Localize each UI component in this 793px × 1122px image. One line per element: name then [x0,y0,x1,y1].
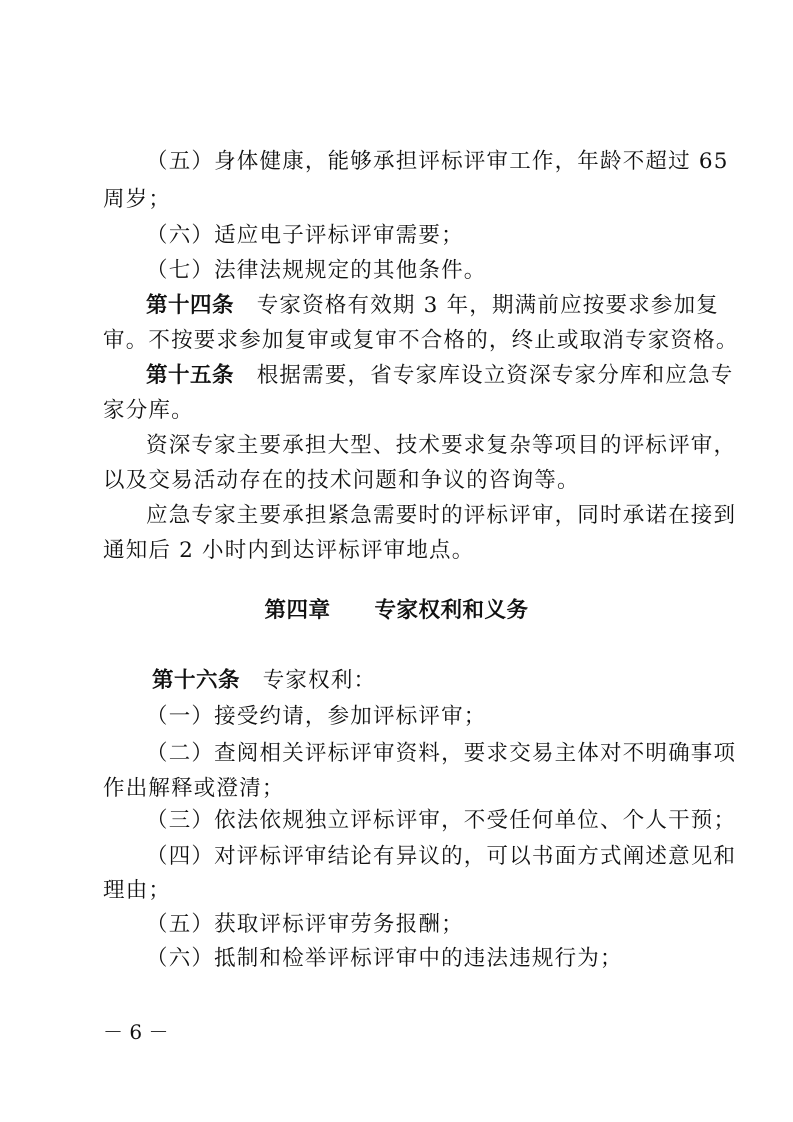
line-text: （五）获取评标评审劳务报酬； [146,912,464,937]
line-text: 理由； [103,878,172,903]
line-text: 作出解释或澄清； [103,776,285,801]
line-text: （二）查阅相关评标评审资料，要求交易主体对不明确事项 [146,741,737,766]
paragraph-line [146,806,736,836]
line-text: 专家资格有效期 3 年，期满前应按要求参加复 [234,293,719,318]
line-text: （七）法律法规规定的其他条件。 [146,258,487,283]
line-text: 资深专家主要承担大型、技术要求复杂等项目的评标评审， [146,433,737,458]
article-14-line [146,291,719,321]
paragraph-line [103,396,194,426]
paragraph-line [146,910,464,940]
paragraph-line [103,326,739,356]
line-text: （五）身体健康，能够承担评标评审工作，年龄不超过 65 [146,149,729,174]
paragraph-line [103,185,171,215]
paragraph-line [103,774,285,804]
paragraph-line [146,944,623,974]
article-number: 第十六条 [152,668,241,693]
line-text: （六）适应电子评标评审需要； [146,223,464,248]
line-text: 周岁； [103,187,172,212]
line-text: 审。不按要求参加复审或复审不合格的，终止或取消专家资格。 [103,328,739,353]
paragraph-line [146,256,487,286]
paragraph-line [146,147,729,177]
line-text: 通知后 2 小时内到达评标评审地点。 [103,538,475,563]
line-text: 专家权利： [240,668,377,693]
chapter-heading: 第四章 专家权利和义务 [264,598,529,623]
paragraph-line [146,501,736,531]
paragraph-line [146,702,487,732]
line-text: （三）依法依规独立评标评审，不受任何单位、个人干预； [146,808,737,833]
article-16-line [152,666,376,696]
line-text: 根据需要，省专家库设立资深专家分库和应急专 [234,363,734,388]
line-text: （四）对评标评审结论有异议的，可以书面方式阐述意见和 [146,844,737,869]
article-15-line [146,361,733,391]
paragraph-line [146,431,736,461]
line-text: 以及交易活动存在的技术问题和争议的咨询等。 [103,468,580,493]
paragraph-line [146,842,736,872]
paragraph-line [103,876,171,906]
line-text: 应急专家主要承担紧急需要时的评标评审，同时承诺在接到 [146,503,737,528]
paragraph-line [103,536,474,566]
article-number: 第十五条 [146,363,235,388]
page-number: － 6 － [103,1020,169,1044]
paragraph-line [146,739,736,769]
paragraph-line [146,221,464,251]
paragraph-line [103,466,580,496]
line-text: 家分库。 [103,398,194,423]
article-number: 第十四条 [146,293,235,318]
line-text: （六）抵制和检举评标评审中的违法违规行为； [146,946,623,971]
line-text: （一）接受约请，参加评标评审； [146,704,487,729]
